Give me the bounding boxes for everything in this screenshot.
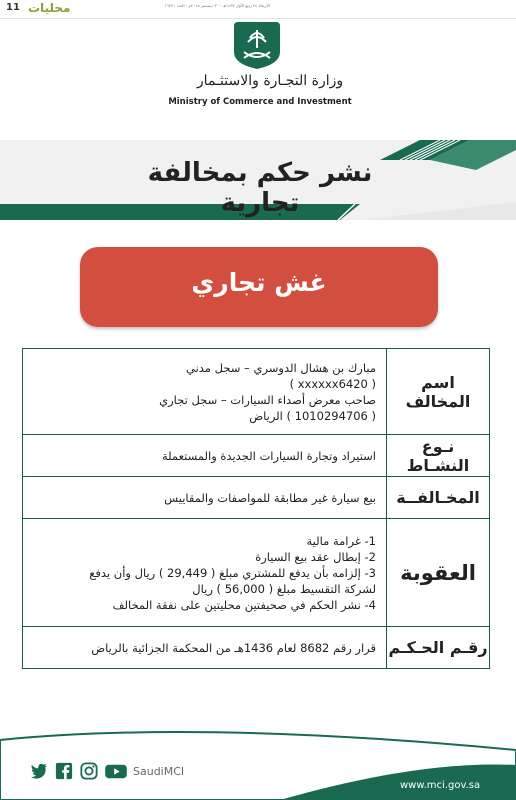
- instagram-icon[interactable]: [80, 762, 98, 780]
- ministry-name-arabic: وزارة التجـارة والاستثـمار: [196, 73, 344, 89]
- value-line: 2- إبطال عقد بيع السيارة: [255, 549, 376, 564]
- website-link[interactable]: www.mci.gov.sa: [400, 780, 481, 791]
- value-line: ( 1010294706 ) الرياض: [249, 408, 376, 423]
- value-line: مبارك بن هشال الدوسري – سجل مدني: [185, 360, 376, 375]
- row-label: نـوع النشـاط: [387, 435, 490, 477]
- value-line: بيع سيارة غير مطابقة للمواصفات والمقاييس: [164, 490, 376, 505]
- youtube-icon[interactable]: [104, 762, 128, 780]
- page-number: 11: [6, 2, 20, 13]
- value-line: 1- غرامة مالية: [306, 533, 376, 548]
- value-line: صاحب معرض أصداء السيارات – سجل تجاري: [159, 392, 376, 407]
- ministry-logo: [232, 20, 282, 70]
- ministry-name-english: Ministry of Commerce and Investment: [168, 97, 352, 107]
- row-value: [23, 349, 387, 435]
- row-value: [23, 435, 387, 477]
- value-line: لشركة التقسيط مبلغ ( 56,000 ) ريال: [192, 581, 376, 596]
- social-handle[interactable]: SaudiMCI: [133, 765, 185, 778]
- table-row-violation: [23, 477, 490, 519]
- twitter-icon[interactable]: [30, 762, 48, 780]
- row-label: رقـم الحـكـم: [387, 627, 490, 669]
- row-value: [23, 477, 387, 519]
- row-value: [23, 627, 387, 669]
- value-line: استيراد وتجارة السيارات الجديدة والمستعملة: [161, 448, 376, 463]
- table-row-penalty: [23, 519, 490, 627]
- row-label: اسم المخالف: [387, 349, 490, 435]
- value-line: قرار رقم 8682 لعام 1436هـ من المحكمة الجزائية بالرياض: [91, 640, 376, 655]
- row-label: المخـالفــة: [387, 477, 490, 519]
- row-label: العقوبة: [387, 519, 490, 627]
- table-row-judgment-number: [23, 627, 490, 669]
- violation-type-text: غش تجاري: [191, 268, 327, 297]
- value-line: ( xxxxxx6420 ): [289, 376, 376, 391]
- header-meta-text: الأربعاء ٢٤ ربيع الأول ١٤٣٧هـ - ٣٠ ديسمبر ٢٠١٥م - العدد ١٦٧٢١: [164, 3, 270, 8]
- row-value: [23, 519, 387, 627]
- value-line: 4- نشر الحكم في صحيفتين محليتين على نفقة المخالف: [112, 597, 376, 612]
- table-row-violator-name: [23, 349, 490, 435]
- judgment-details-table: [22, 348, 490, 669]
- table-row-activity: [23, 435, 490, 477]
- banner-title: نشر حكم بمخالفة تجارية: [147, 158, 373, 218]
- section-label: محليات: [28, 1, 71, 15]
- value-line: 3- إلزامه بأن يدفع للمشتري مبلغ ( 29,449 ) ريال وأن يدفع: [89, 565, 376, 580]
- facebook-icon[interactable]: [55, 762, 73, 780]
